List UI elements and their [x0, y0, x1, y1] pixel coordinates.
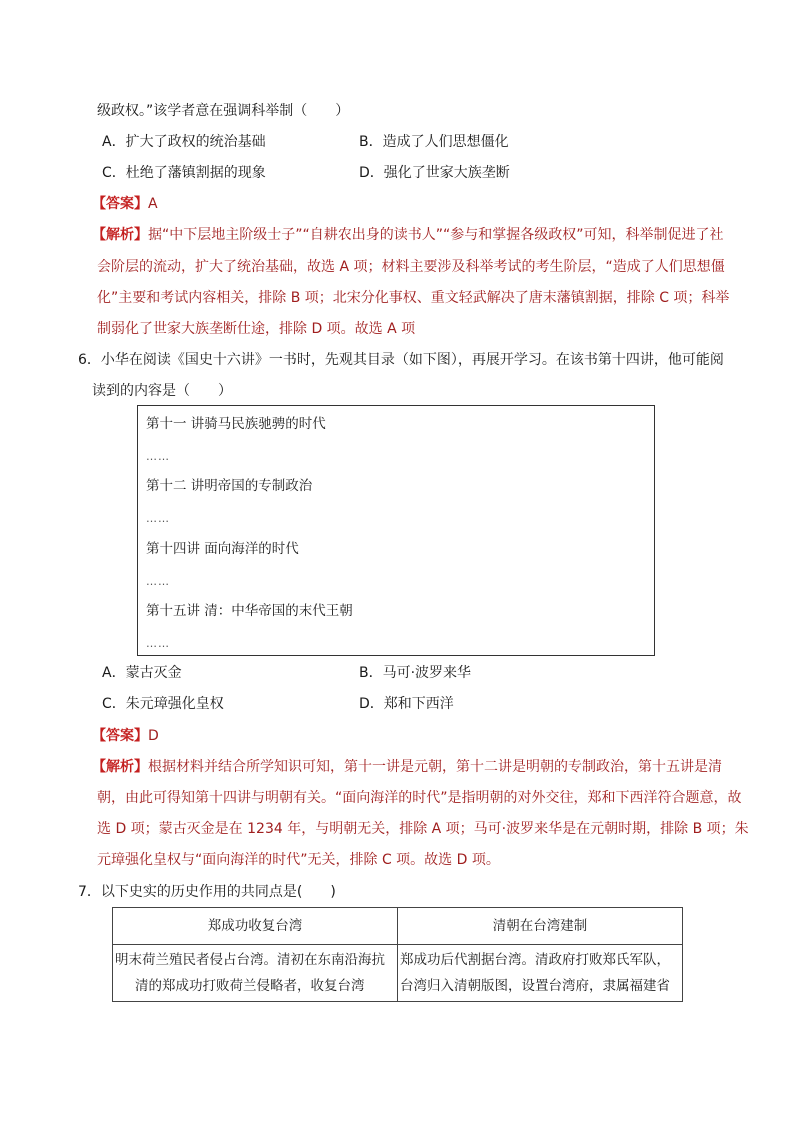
q6-stem-line-1: 6．小华在阅读《国史十六讲》一书时，先观其目录（如下图），再展开学习。在该书第十四讲，他可能阅 [78, 352, 724, 368]
toc-ellipsis: …… [146, 512, 170, 525]
q5-stem-tail: 级政权。”该学者意在强调科举制（ ） [97, 103, 350, 119]
toc-lecture-14: 第十四讲 面向海洋的时代 [146, 541, 299, 557]
q6-analysis-line-3: 选 D 项；蒙古灭金是在 1234 年，与明朝无关，排除 A 项；马可·波罗来华是在元朝时期，排除 B 项；朱 [97, 821, 749, 837]
q5-analysis-line-4: 制弱化了世家大族垄断仕途，排除 D 项。故选 A 项 [97, 321, 416, 337]
answer-value: D [148, 728, 159, 744]
q5-analysis-line-1 [92, 225, 724, 245]
q5-analysis-line-3: 化”主要和考试内容相关，排除 B 项；北宋分化事权、重文轻武解决了唐末藩镇割据，排除 C 项；科举 [97, 290, 730, 306]
q6-option-d: D．郑和下西洋 [359, 696, 454, 712]
toc-lecture-11: 第十一 讲骑马民族驰骋的时代 [146, 416, 326, 432]
answer-value: A [148, 196, 158, 212]
q6-analysis-line-4: 元璋强化皇权与“面向海洋的时代”无关，排除 C 项。故选 D 项。 [97, 852, 500, 868]
analysis-tag: 【解析】 [92, 227, 148, 243]
q6-answer [92, 726, 159, 746]
table-of-contents-box [137, 405, 655, 656]
table-cell-line: 明末荷兰殖民者侵占台湾。清初在东南沿海抗 [115, 952, 385, 968]
q6-option-c: C．朱元璋强化皇权 [102, 696, 224, 712]
q5-option-b: B．造成了人们思想僵化 [359, 134, 509, 150]
answer-tag: 【答案】 [92, 196, 148, 212]
q5-option-a: A．扩大了政权的统治基础 [102, 134, 266, 150]
toc-lecture-12: 第十二 讲明帝国的专制政治 [146, 478, 313, 494]
table-cell-line: 台湾归入清朝版图，设置台湾府，隶属福建省 [400, 978, 670, 994]
table-header-left: 郑成功收复台湾 [113, 908, 398, 945]
q6-option-a: A．蒙古灭金 [102, 665, 182, 681]
q5-analysis-line-2: 会阶层的流动，扩大了统治基础，故选 A 项；材料主要涉及科举考试的考生阶层，“造成了人们思想僵 [97, 259, 725, 275]
table-cell-left [113, 945, 398, 1002]
q5-option-c: C．杜绝了藩镇割据的现象 [102, 165, 266, 181]
toc-ellipsis: …… [146, 575, 170, 588]
analysis-tag: 【解析】 [92, 759, 148, 775]
q7-table [112, 907, 683, 1002]
q7-stem: 7．以下史实的历史作用的共同点是( ) [78, 884, 336, 900]
toc-ellipsis: …… [146, 637, 170, 650]
toc-lecture-15: 第十五讲 清：中华帝国的末代王朝 [146, 603, 353, 619]
analysis-text: 根据材料并结合所学知识可知，第十一讲是元朝，第十二讲是明朝的专制政治，第十五讲是清 [148, 759, 722, 775]
answer-tag: 【答案】 [92, 728, 148, 744]
q5-answer [92, 194, 158, 214]
q6-stem-line-2: 读到的内容是（ ） [92, 383, 232, 399]
table-cell-line: 清的郑成功打败荷兰侵略者，收复台湾 [135, 978, 365, 994]
q6-analysis-line-1 [92, 757, 722, 777]
q6-option-b: B．马可·波罗来华 [359, 665, 472, 681]
analysis-text: 据“中下层地主阶级士子”“自耕农出身的读书人”“参与和掌握各级政权”可知，科举制促进了社 [148, 227, 724, 243]
table-cell-line: 郑成功后代割据台湾。清政府打败郑氏军队， [400, 952, 670, 968]
q5-option-d: D．强化了世家大族垄断 [359, 165, 510, 181]
toc-ellipsis: …… [146, 450, 170, 463]
q6-analysis-line-2: 朝，由此可得知第十四讲与明朝有关。“面向海洋的时代”是指明朝的对外交往，郑和下西洋符合题意，故 [97, 790, 742, 806]
table-header-right: 清朝在台湾建制 [398, 908, 683, 945]
table-cell-right [398, 945, 683, 1002]
